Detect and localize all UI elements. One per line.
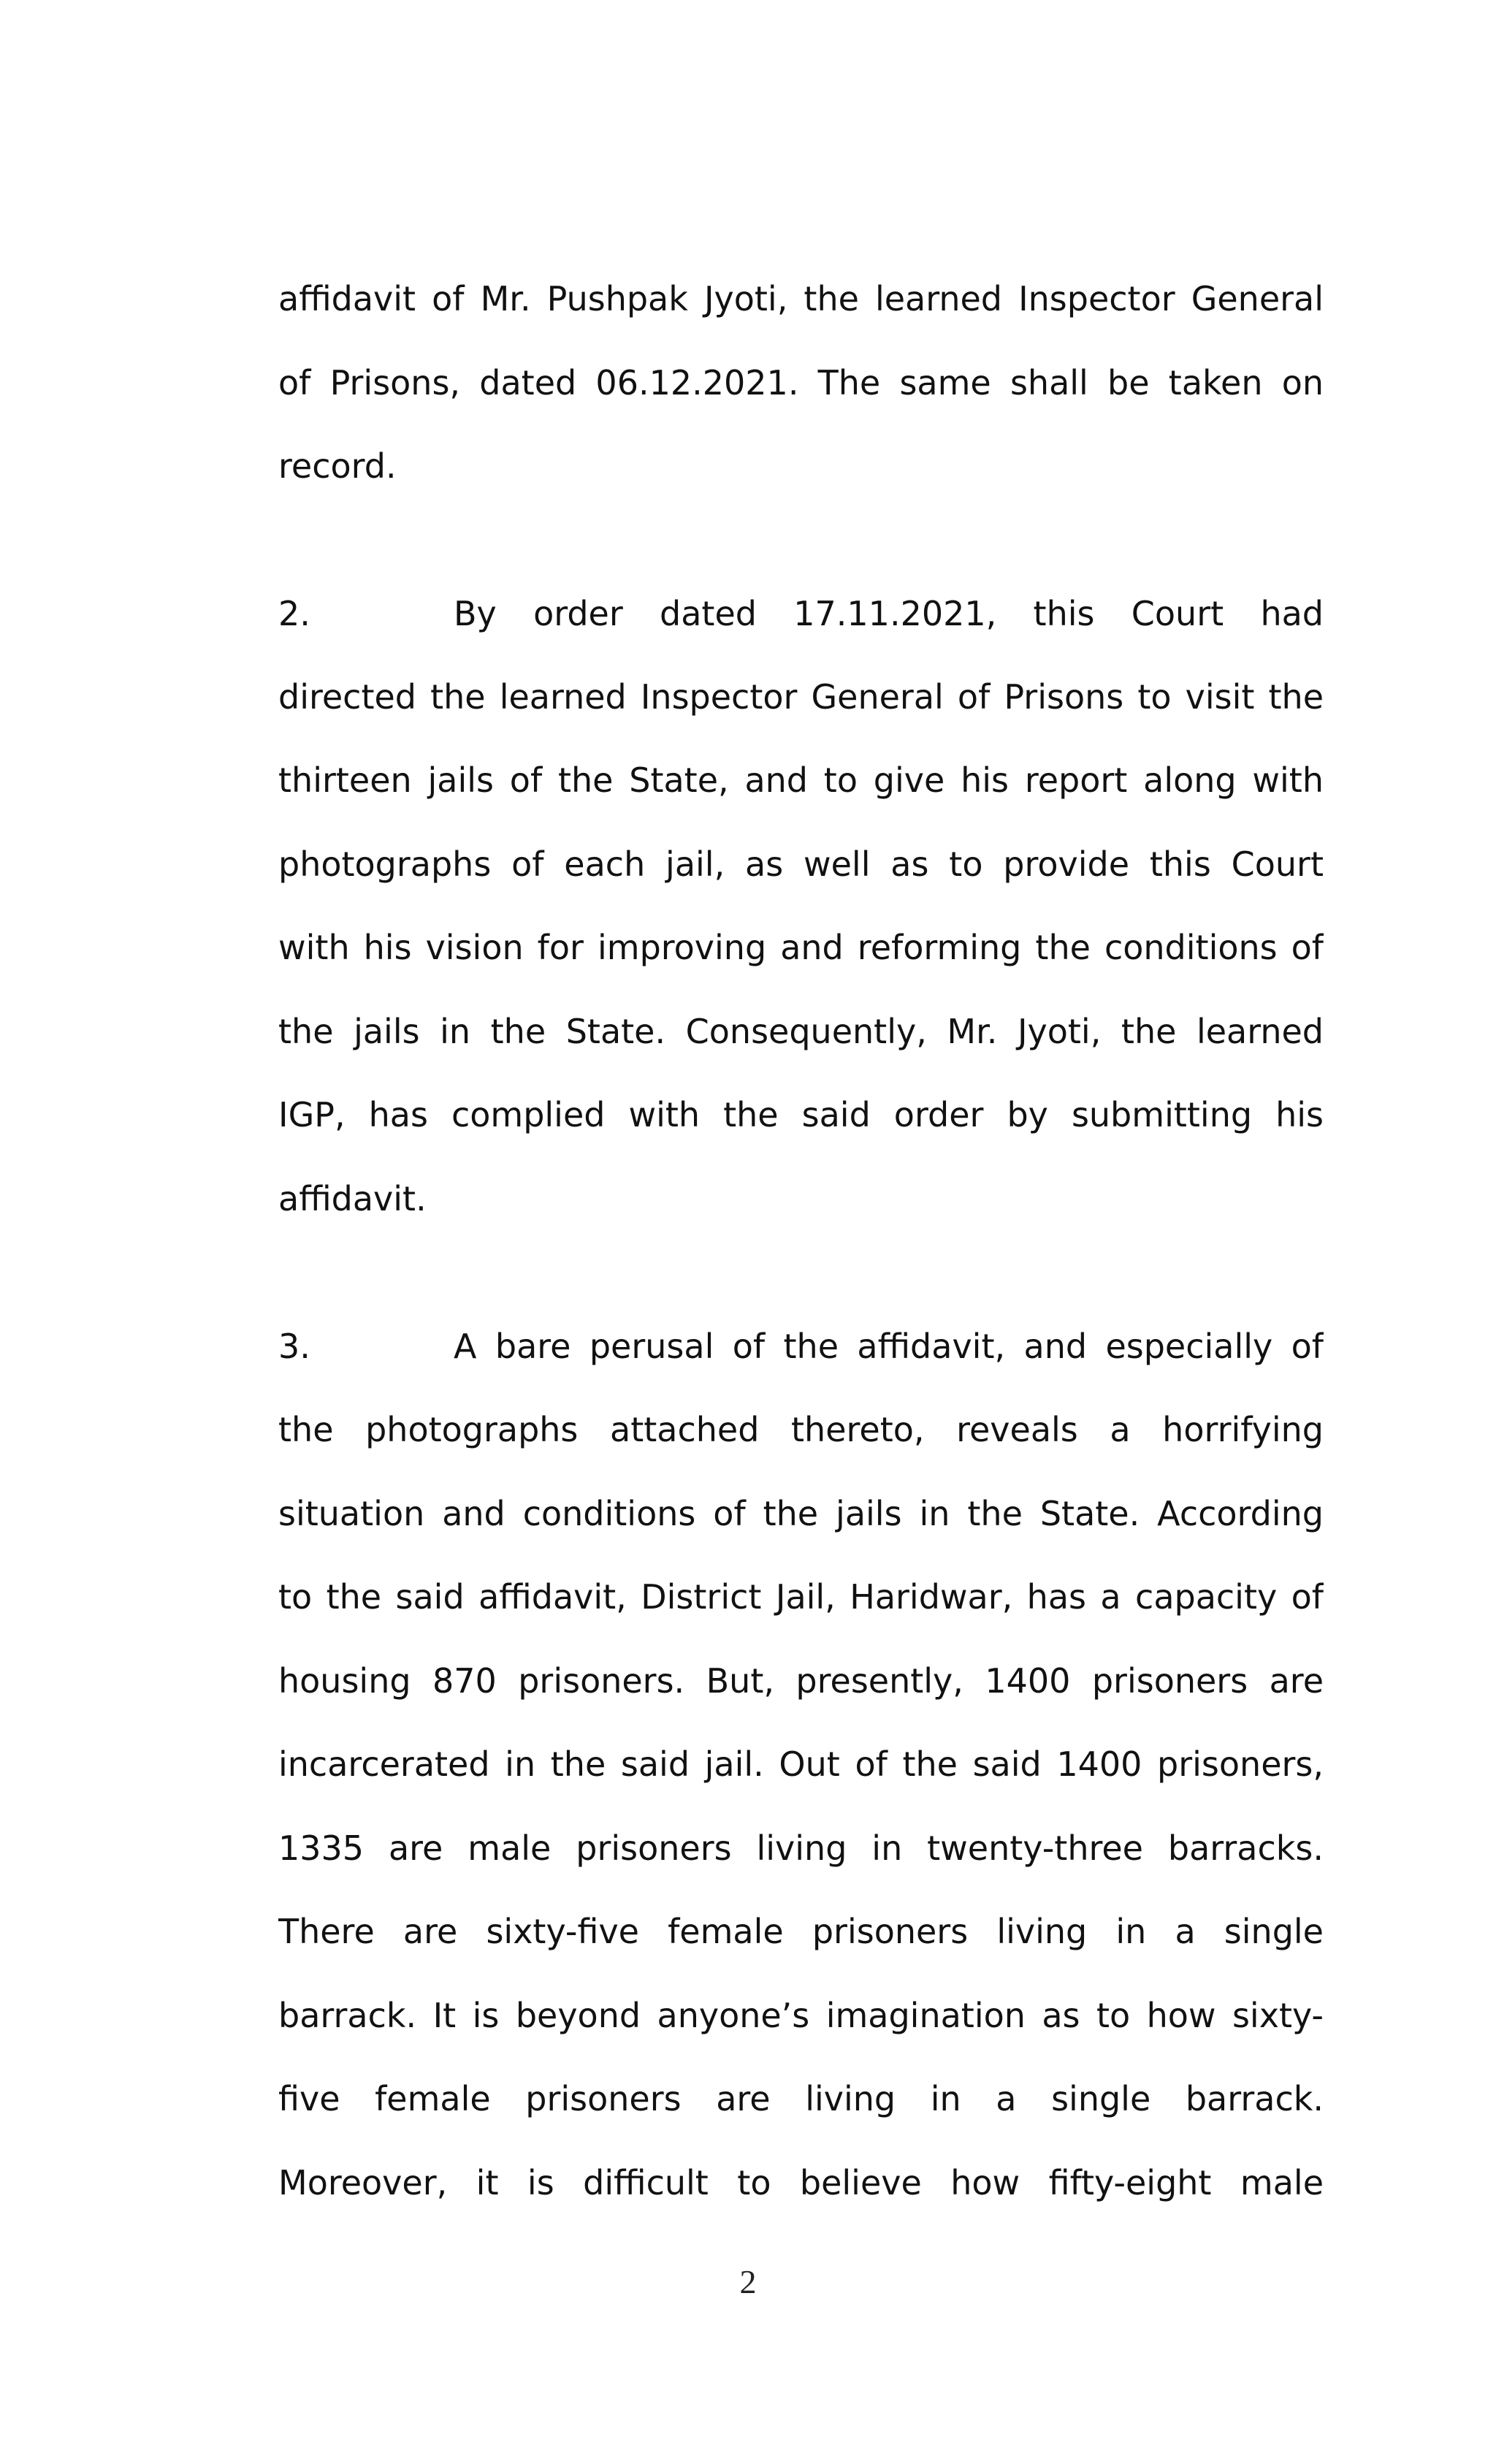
paragraph-number: 3. <box>278 1327 310 1366</box>
text-line: 1335 are male prisoners living in twenty-three barracks. <box>278 1828 1324 1868</box>
text-line: By order dated 17.11.2021, this Court had <box>454 594 1324 633</box>
text-line: barrack. It is beyond anyone’s imagination as to how sixty- <box>278 1996 1324 2035</box>
text-line: record. <box>278 446 397 486</box>
text-line: thirteen jails of the State, and to give his report along with <box>278 760 1324 800</box>
paragraph-3-first-line <box>278 1321 1324 1372</box>
text-line: affidavit of Mr. Pushpak Jyoti, the learned Inspector General <box>278 279 1324 319</box>
text-line: the photographs attached thereto, reveals a horrifying <box>278 1410 1324 1449</box>
text-line: incarcerated in the said jail. Out of the said 1400 prisoners, <box>278 1744 1324 1784</box>
text-line: the jails in the State. Consequently, Mr. Jyoti, the learned <box>278 1012 1324 1051</box>
text-line: affidavit. <box>278 1179 427 1218</box>
text-line: housing 870 prisoners. But, presently, 1400 prisoners are <box>278 1661 1324 1701</box>
text-line: five female prisoners are living in a single barrack. <box>278 2079 1324 2118</box>
text-line: IGP, has complied with the said order by submitting his <box>278 1095 1324 1134</box>
paragraph-number: 2. <box>278 594 310 633</box>
text-line: There are sixty-five female prisoners living in a single <box>278 1912 1324 1951</box>
text-line: to the said affidavit, District Jail, Haridwar, has a capacity of <box>278 1577 1324 1617</box>
text-line: photographs of each jail, as well as to provide this Court <box>278 844 1324 884</box>
text-line: directed the learned Inspector General of Prisons to visit the <box>278 677 1324 717</box>
paragraph-2-first-line <box>278 588 1324 639</box>
text-line: situation and conditions of the jails in the State. According <box>278 1494 1324 1533</box>
text-line: with his vision for improving and reforming the conditions of <box>278 928 1324 967</box>
text-line: of Prisons, dated 06.12.2021. The same shall be taken on <box>278 363 1324 403</box>
page-number: 2 <box>739 2263 757 2300</box>
text-line: Moreover, it is difficult to believe how fifty-eight male <box>278 2163 1324 2202</box>
text-line: A bare perusal of the affidavit, and especially of <box>454 1327 1324 1366</box>
